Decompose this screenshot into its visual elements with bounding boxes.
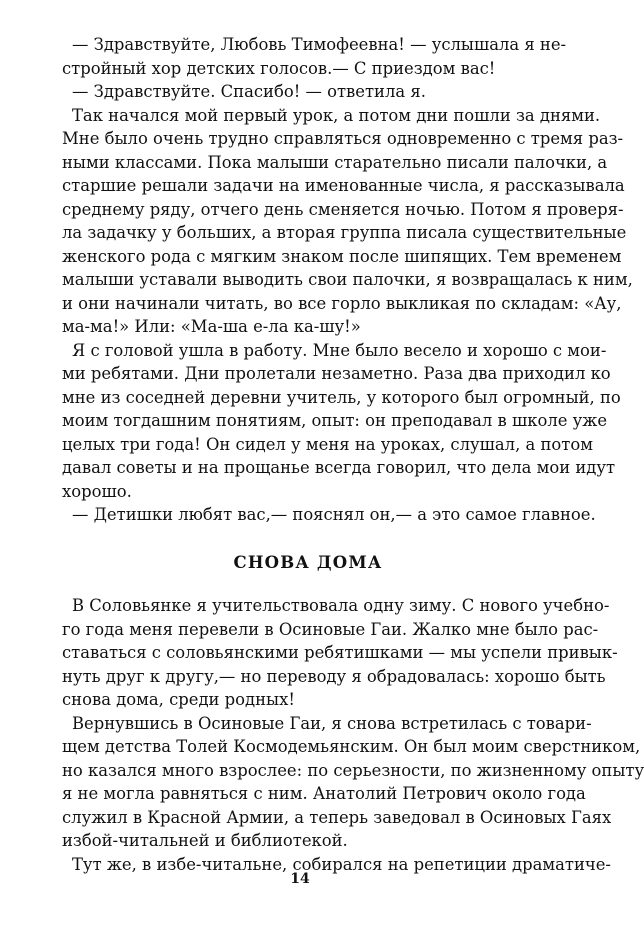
text-line: давал советы и на прощанье всегда говорил, что дела мои идут — [62, 458, 616, 477]
paragraph — [62, 503, 596, 527]
text-line: — Здравствуйте, Любовь Тимофеевна! — услышала я не- — [72, 35, 567, 54]
text-line: го года меня перевели в Осиновые Гаи. Жалко мне было рас- — [62, 619, 599, 639]
text-line: мне из соседней деревни учитель, у которого был огромный, по — [62, 387, 621, 407]
text-line: я не могла равняться с ним. Анатолий Петрович около года — [62, 784, 586, 803]
text-line: моим тогдашним понятиям, опыт: он преподавал в школе уже — [62, 411, 608, 430]
text-line: Тут же, в избе-читальне, собирался на репетиции драматиче- — [72, 854, 611, 874]
text-section-top — [62, 33, 633, 527]
text-line: малыши уставали выводить свои палочки, я возвращалась к ним, — [62, 270, 633, 289]
text-line: среднему ряду, отчего день сменяется ночью. Потом я проверя- — [62, 199, 624, 219]
text-line: и они начинали читать, во все горло выкликая по складам: «Ау, — [62, 293, 622, 313]
text-line: Вернувшись в Осиновые Гаи, я снова встретилась с товари- — [72, 713, 592, 733]
page-number: 14 — [290, 871, 310, 887]
paragraph — [62, 339, 621, 504]
text-line: Мне было очень трудно справляться одновременно с тремя раз- — [62, 129, 624, 148]
text-line: ла задачку у больших, а вторая группа писала существительные — [62, 223, 627, 242]
paragraph — [62, 80, 554, 104]
text-line: ставаться с соловьянскими ребятишками — мы успели привык- — [62, 643, 618, 662]
paragraph — [62, 104, 633, 339]
text-line: ными классами. Пока малыши старательно писали палочки, а — [62, 152, 608, 172]
text-line: щем детства Толей Космодемьянским. Он был моим сверстником, — [62, 737, 641, 756]
text-line: старшие решали задачи на именованные числа, я рассказывала — [62, 176, 625, 195]
text-line: Так начался мой первый урок, а потом дни пошли за днями. — [72, 105, 601, 125]
paragraph — [62, 594, 618, 712]
text-line: целых три года! Он сидел у меня на уроках, слушал, а потом — [62, 434, 593, 454]
text-line: — Здравствуйте. Спасибо! — ответила я. — [72, 82, 426, 101]
text-line: но казался много взрослее: по серьезности, по жизненному опыту — [62, 760, 644, 780]
paragraph — [62, 33, 567, 80]
text-line: В Соловьянке я учительствовала одну зиму. С нового учебно- — [72, 596, 610, 615]
text-line: нуть друг к другу,— но переводу я обрадовалась: хорошо быть — [62, 666, 606, 686]
text-line: ма-ма!» Или: «Ма-ша е-ла ка-шу!» — [62, 317, 361, 336]
text-line: женского рода с мягким знаком после шипящих. Тем временем — [62, 246, 622, 266]
text-line: хорошо. — [62, 481, 132, 501]
text-line: ми ребятами. Дни пролетали незаметно. Раза два приходил ко — [62, 364, 611, 383]
chapter-heading: СНОВА ДОМА — [233, 553, 383, 572]
text-line: Я с головой ушла в работу. Мне было весело и хорошо с мои- — [72, 340, 607, 360]
text-line: избой-читальней и библиотекой. — [62, 831, 348, 850]
text-line: — Детишки любят вас,— пояснял он,— а это самое главное. — [72, 505, 596, 524]
text-line: стройный хор детских голосов.— С приездом вас! — [62, 58, 496, 78]
paragraph — [62, 712, 644, 853]
text-line: служил в Красной Армии, а теперь заведовал в Осиновых Гаях — [62, 807, 612, 827]
text-line: снова дома, среди родных! — [62, 690, 295, 709]
text-section-bottom — [62, 594, 644, 876]
